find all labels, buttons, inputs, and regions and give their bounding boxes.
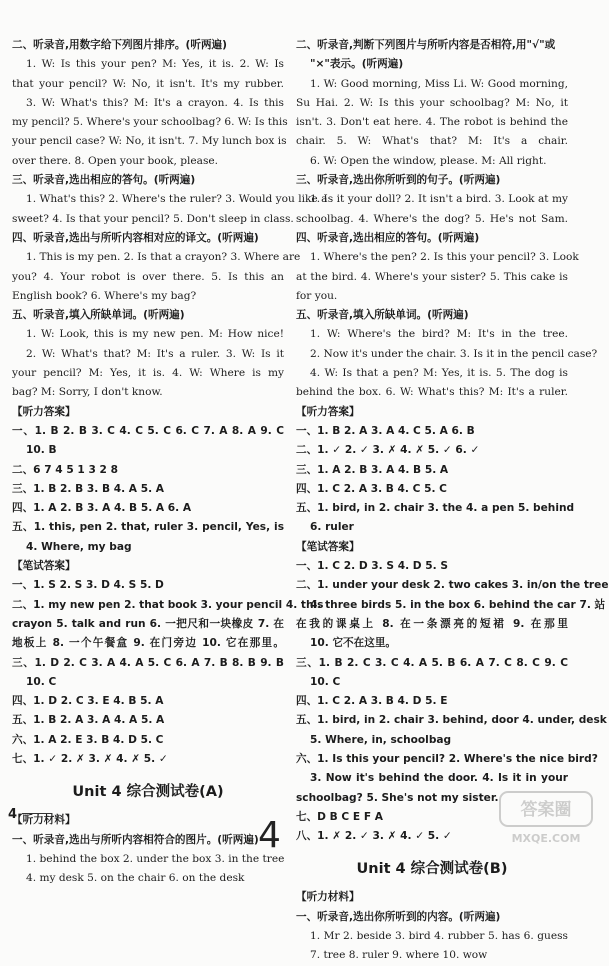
text-line: 6. ruler [310,521,354,534]
text-line: 2. W: What's that? M: It's a ruler. 3. W: Is it [26,347,284,360]
text-line: Su Hai. 2. W: Is this your schoolbag? M: No, it [296,96,568,109]
text-line: 7. tree 8. ruler 9. where 10. wow [310,949,488,962]
text-line: 1. This is my pen. 2. Is that a crayon? 3. Where are [26,251,301,264]
text-line: 【听力材料】 [12,814,76,827]
right-text-block [296,36,609,846]
watermark-title: 答案圈 [520,800,572,820]
text-line: 10. C [26,675,57,688]
text-line: 一、1. S 2. S 3. D 4. S 5. D [12,579,164,592]
text-line: 在我的课桌上 8. 在一条漂亮的短裙 9. 在那里 [296,617,568,630]
text-line: 五、1. B 2. A 3. A 4. A 5. A [12,714,165,727]
text-line: 五、1. bird, in 2. chair 3. behind, door 4. under, desk [296,714,607,727]
text-line: 七、1. ✓ 2. ✗ 3. ✗ 4. ✗ 5. ✓ [12,752,168,765]
text-line: 四、1. D 2. C 3. E 4. B 5. A [12,695,164,708]
text-line: 三、1. B 2. B 3. B 4. A 5. A [12,482,164,495]
text-line: sweet? 4. Is that your pencil? 5. Don't sleep in class. [12,212,294,225]
text-line: over there. 8. Open your book, please. [12,154,219,167]
text-line: 四、听录音,选出相应的答句。(听两遍) [296,231,480,244]
text-line: 10. 它不在这里。 [310,637,397,650]
page-number-rule [22,813,52,814]
handwritten-page-number: 4 [258,815,281,856]
text-line: my pencil? 5. Where's your schoolbag? 6. W: Is this [12,116,288,129]
text-line: 10. C [310,675,341,688]
text-line: 三、听录音,选出相应的答句。(听两遍) [12,174,196,187]
text-line: your pencil case? W: No, it isn't. 7. My lunch box is [12,135,287,148]
text-line: "×"表示。(听两遍) [310,58,404,71]
text-line: for you. [296,289,338,302]
text-line: 【笔试答案】 [12,560,76,573]
text-line: behind the box. 6. W: What's this? M: It's a ruler. [296,386,568,399]
text-line: at the bird. 4. Where's your sister? 5. This cake is [296,270,568,283]
left-tail-block [12,811,284,888]
text-line: 三、1. B 2. C 3. C 4. A 5. B 6. A 7. C 8. C 9. C [296,656,568,669]
text-line: 一、听录音,选出与所听内容相符合的图片。(听两遍) [12,833,259,846]
text-line: English book? 6. Where's my bag? [12,289,197,302]
text-line: 二、6 7 4 5 1 3 2 8 [12,463,118,476]
page-number: 4 [8,807,18,822]
text-line: crayon 5. talk and run 6. 一把尺和一块橡皮 7. 在 [12,617,284,630]
text-line: 五、听录音,填入所缺单词。(听两遍) [296,309,469,322]
text-line: 六、1. A 2. E 3. B 4. D 5. C [12,733,164,746]
text-line: 一、1. C 2. D 3. S 4. D 5. S [296,560,448,573]
text-line: that your pencil? W: No, it isn't. It's my rubber. [12,77,284,90]
text-line: 3. Now it's behind the door. 4. Is it in your [310,772,568,785]
text-line: 五、1. this, pen 2. that, ruler 3. pencil, Yes, is [12,521,284,534]
text-line: 1. What's this? 2. Where's the ruler? 3. Would you like a [26,193,328,206]
text-line: 1. Is it your doll? 2. It isn't a bird. 3. Look at my [310,193,568,206]
text-line: 1. W: Look, this is my new pen. M: How nice! [26,328,284,341]
text-line: 【听力材料】 [296,891,360,904]
text-line: 四、1. C 2. A 3. B 4. C 5. C [296,482,447,495]
text-line: 1. Where's the pen? 2. Is this your pencil? 3. Look [310,251,579,264]
text-line: 一、听录音,选出你所听到的内容。(听两遍) [296,910,501,923]
text-line: 七、D B C E F A [296,810,383,823]
text-line: 1. behind the box 2. under the box 3. in the tree [26,852,285,865]
text-line: 三、听录音,选出你所听到的句子。(听两遍) [296,174,501,187]
text-line: schoolbag. 4. Where's the dog? 5. He's not Sam. [296,212,568,225]
text-line: bag? M: Sorry, I don't know. [12,386,163,399]
text-line: 四、听录音,选出与所听内容相对应的译文。(听两遍) [12,231,259,244]
text-line: 五、听录音,填入所缺单词。(听两遍) [12,309,185,322]
text-line: 二、1. my new pen 2. that book 3. your pencil 4. this [12,598,324,611]
text-line: 4. three birds 5. in the box 6. behind the car 7. 站 [310,598,606,611]
text-line: you? 4. Your robot is over there. 5. Is this an [12,270,284,283]
text-line: chair. 5. W: What's that? M: It's a chair. [296,135,568,148]
text-line: 八、1. ✗ 2. ✓ 3. ✗ 4. ✓ 5. ✓ [296,830,452,843]
watermark-url: MXQE.COM [511,832,581,845]
text-line: 一、1. B 2. B 3. C 4. C 5. C 6. C 7. A 8. A 9. C [12,424,284,437]
text-line: 地板上 8. 一个午餐盒 9. 在门旁边 10. 它在那里。 [12,637,284,650]
text-line: 1. W: Is this your pen? M: Yes, it is. 2. W: Is [26,58,284,71]
text-line: schoolbag? 5. She's not my sister. [296,791,499,804]
text-line: 【笔试答案】 [296,540,360,553]
text-line: 六、1. Is this your pencil? 2. Where's the nice bird? [296,752,598,765]
text-line: 1. W: Good morning, Miss Li. W: Good morning, [310,77,568,90]
text-line: 一、1. B 2. A 3. A 4. C 5. A 6. B [296,424,475,437]
unit-4-test-b-title: Unit 4 综合测试卷(B) [356,861,508,878]
text-line: 【听力答案】 [296,405,360,418]
text-line: 三、1. A 2. B 3. A 4. B 5. A [296,463,449,476]
text-line: 5. Where, in, schoolbag [310,733,452,746]
text-line: 1. W: Where's the bird? M: It's in the tree. [310,328,568,341]
text-line: 二、听录音,判断下列图片与所听内容是否相符,用"√"或 [296,39,556,51]
text-line: 二、1. ✓ 2. ✓ 3. ✗ 4. ✗ 5. ✓ 6. ✓ [296,444,480,457]
text-line: 【听力答案】 [12,405,76,418]
text-line: 4. Where, my bag [26,540,132,553]
text-line: 三、1. D 2. C 3. A 4. A 5. C 6. A 7. B 8. B 9. B [12,656,284,669]
text-line: 1. Mr 2. beside 3. bird 4. rubber 5. has 6. guess [310,930,568,943]
text-line: 四、1. C 2. A 3. B 4. D 5. E [296,695,448,708]
text-line: your pencil? M: Yes, it is. 4. W: Where is my [12,367,284,380]
text-line: 4. W: Is that a pen? M: Yes, it is. 5. The dog is [310,367,568,380]
text-line: 3. W: What's this? M: It's a crayon. 4. Is this [26,96,284,109]
text-line: 二、1. under your desk 2. two cakes 3. in/on the tree [296,579,609,592]
text-line: 6. W: Open the window, please. M: All right. [310,154,547,167]
text-line: 二、听录音,用数字给下列图片排序。(听两遍) [12,39,227,51]
unit-4-test-a-title: Unit 4 综合测试卷(A) [72,784,224,801]
text-line: 10. B [26,444,57,457]
watermark-logo [498,790,594,848]
text-line: 五、1. bird, in 2. chair 3. the 4. a pen 5. behind [296,502,575,515]
right-tail-block [296,888,568,965]
text-line: 四、1. A 2. B 3. A 4. B 5. A 6. A [12,502,192,515]
text-line: 2. Now it's under the chair. 3. Is it in the pencil case? [310,347,598,360]
text-line: isn't. 3. Don't eat here. 4. The robot is behind the [296,116,568,129]
text-line: 4. my desk 5. on the chair 6. on the desk [26,872,245,885]
